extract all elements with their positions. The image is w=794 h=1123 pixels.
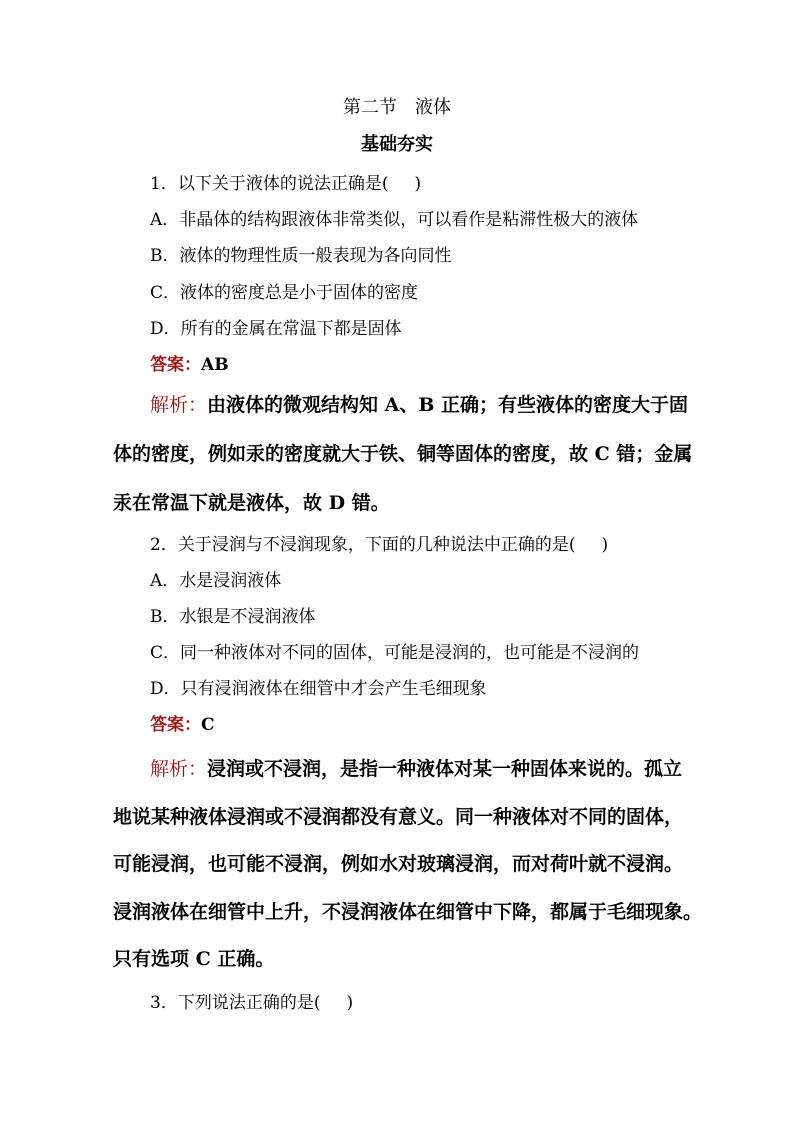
explanation-label: 解析： (150, 758, 208, 780)
question-2-answer (150, 713, 215, 737)
question-2-explanation-line-1 (150, 756, 682, 782)
question-1-explanation-line-1 (150, 392, 688, 418)
question-2-option-c: C．同一种液体对不同的固体，可能是浸润的，也可能是不浸润的 (150, 643, 640, 663)
question-2-option-d: D．只有浸润液体在细管中才会产生毛细现象 (150, 679, 487, 699)
question-1-stem-close: ) (414, 174, 422, 194)
answer-value: AB (201, 355, 229, 375)
question-1-explanation-line-2: 体的密度，例如汞的密度就大于铁、铜等固体的密度，故 C 错；金属 (113, 443, 693, 465)
question-2-explanation-line-3: 可能浸润，也可能不浸润，例如水对玻璃浸润，而对荷叶就不浸润。 (113, 853, 684, 875)
question-1-explanation-line-3: 汞在常温下就是液体，故 D 错。 (113, 492, 390, 514)
section-title: 第二节 液体 (343, 97, 451, 118)
question-2-explanation-line-4: 浸润液体在细管中上升，不浸润液体在细管中下降，都属于毛细现象。 (113, 901, 703, 923)
question-2-stem (150, 533, 608, 557)
explanation-text: 浸润或不浸润，是指一种液体对某一种固体来说的。孤立 (207, 758, 683, 780)
question-2-stem-text: 2．关于浸润与不浸润现象，下面的几种说法中正确的是( (150, 535, 576, 555)
explanation-text: 由液体的微观结构知 A、B 正确；有些液体的密度大于固 (207, 394, 689, 416)
question-1-option-d: D．所有的金属在常温下都是固体 (150, 319, 402, 339)
question-2-option-b: B．水银是不浸润液体 (150, 607, 316, 627)
question-1-stem-text: 1．以下关于液体的说法正确是( (150, 174, 389, 194)
answer-value: C (201, 715, 215, 735)
question-2-explanation-line-2: 地说某种液体浸润或不浸润都没有意义。同一种液体对不同的固体， (113, 806, 684, 828)
question-3-stem-text: 3．下列说法正确的是( (150, 993, 321, 1013)
question-2-stem-close: ) (601, 535, 609, 555)
answer-label: 答案： (150, 715, 201, 735)
subsection-title: 基础夯实 (361, 134, 433, 155)
question-2-explanation-line-5: 只有选项 C 正确。 (113, 948, 275, 970)
question-1-stem (150, 172, 421, 196)
explanation-label: 解析： (150, 394, 208, 416)
question-1-answer (150, 353, 229, 377)
question-3-stem (150, 991, 353, 1015)
question-1-option-c: C．液体的密度总是小于固体的密度 (150, 283, 419, 303)
question-3-stem-close: ) (346, 993, 354, 1013)
question-2-option-a: A．水是浸润液体 (150, 571, 282, 591)
question-1-option-b: B．液体的物理性质一般表现为各向同性 (150, 246, 452, 266)
answer-label: 答案： (150, 355, 201, 375)
question-1-option-a: A．非晶体的结构跟液体非常类似，可以看作是粘滞性极大的液体 (150, 210, 639, 230)
